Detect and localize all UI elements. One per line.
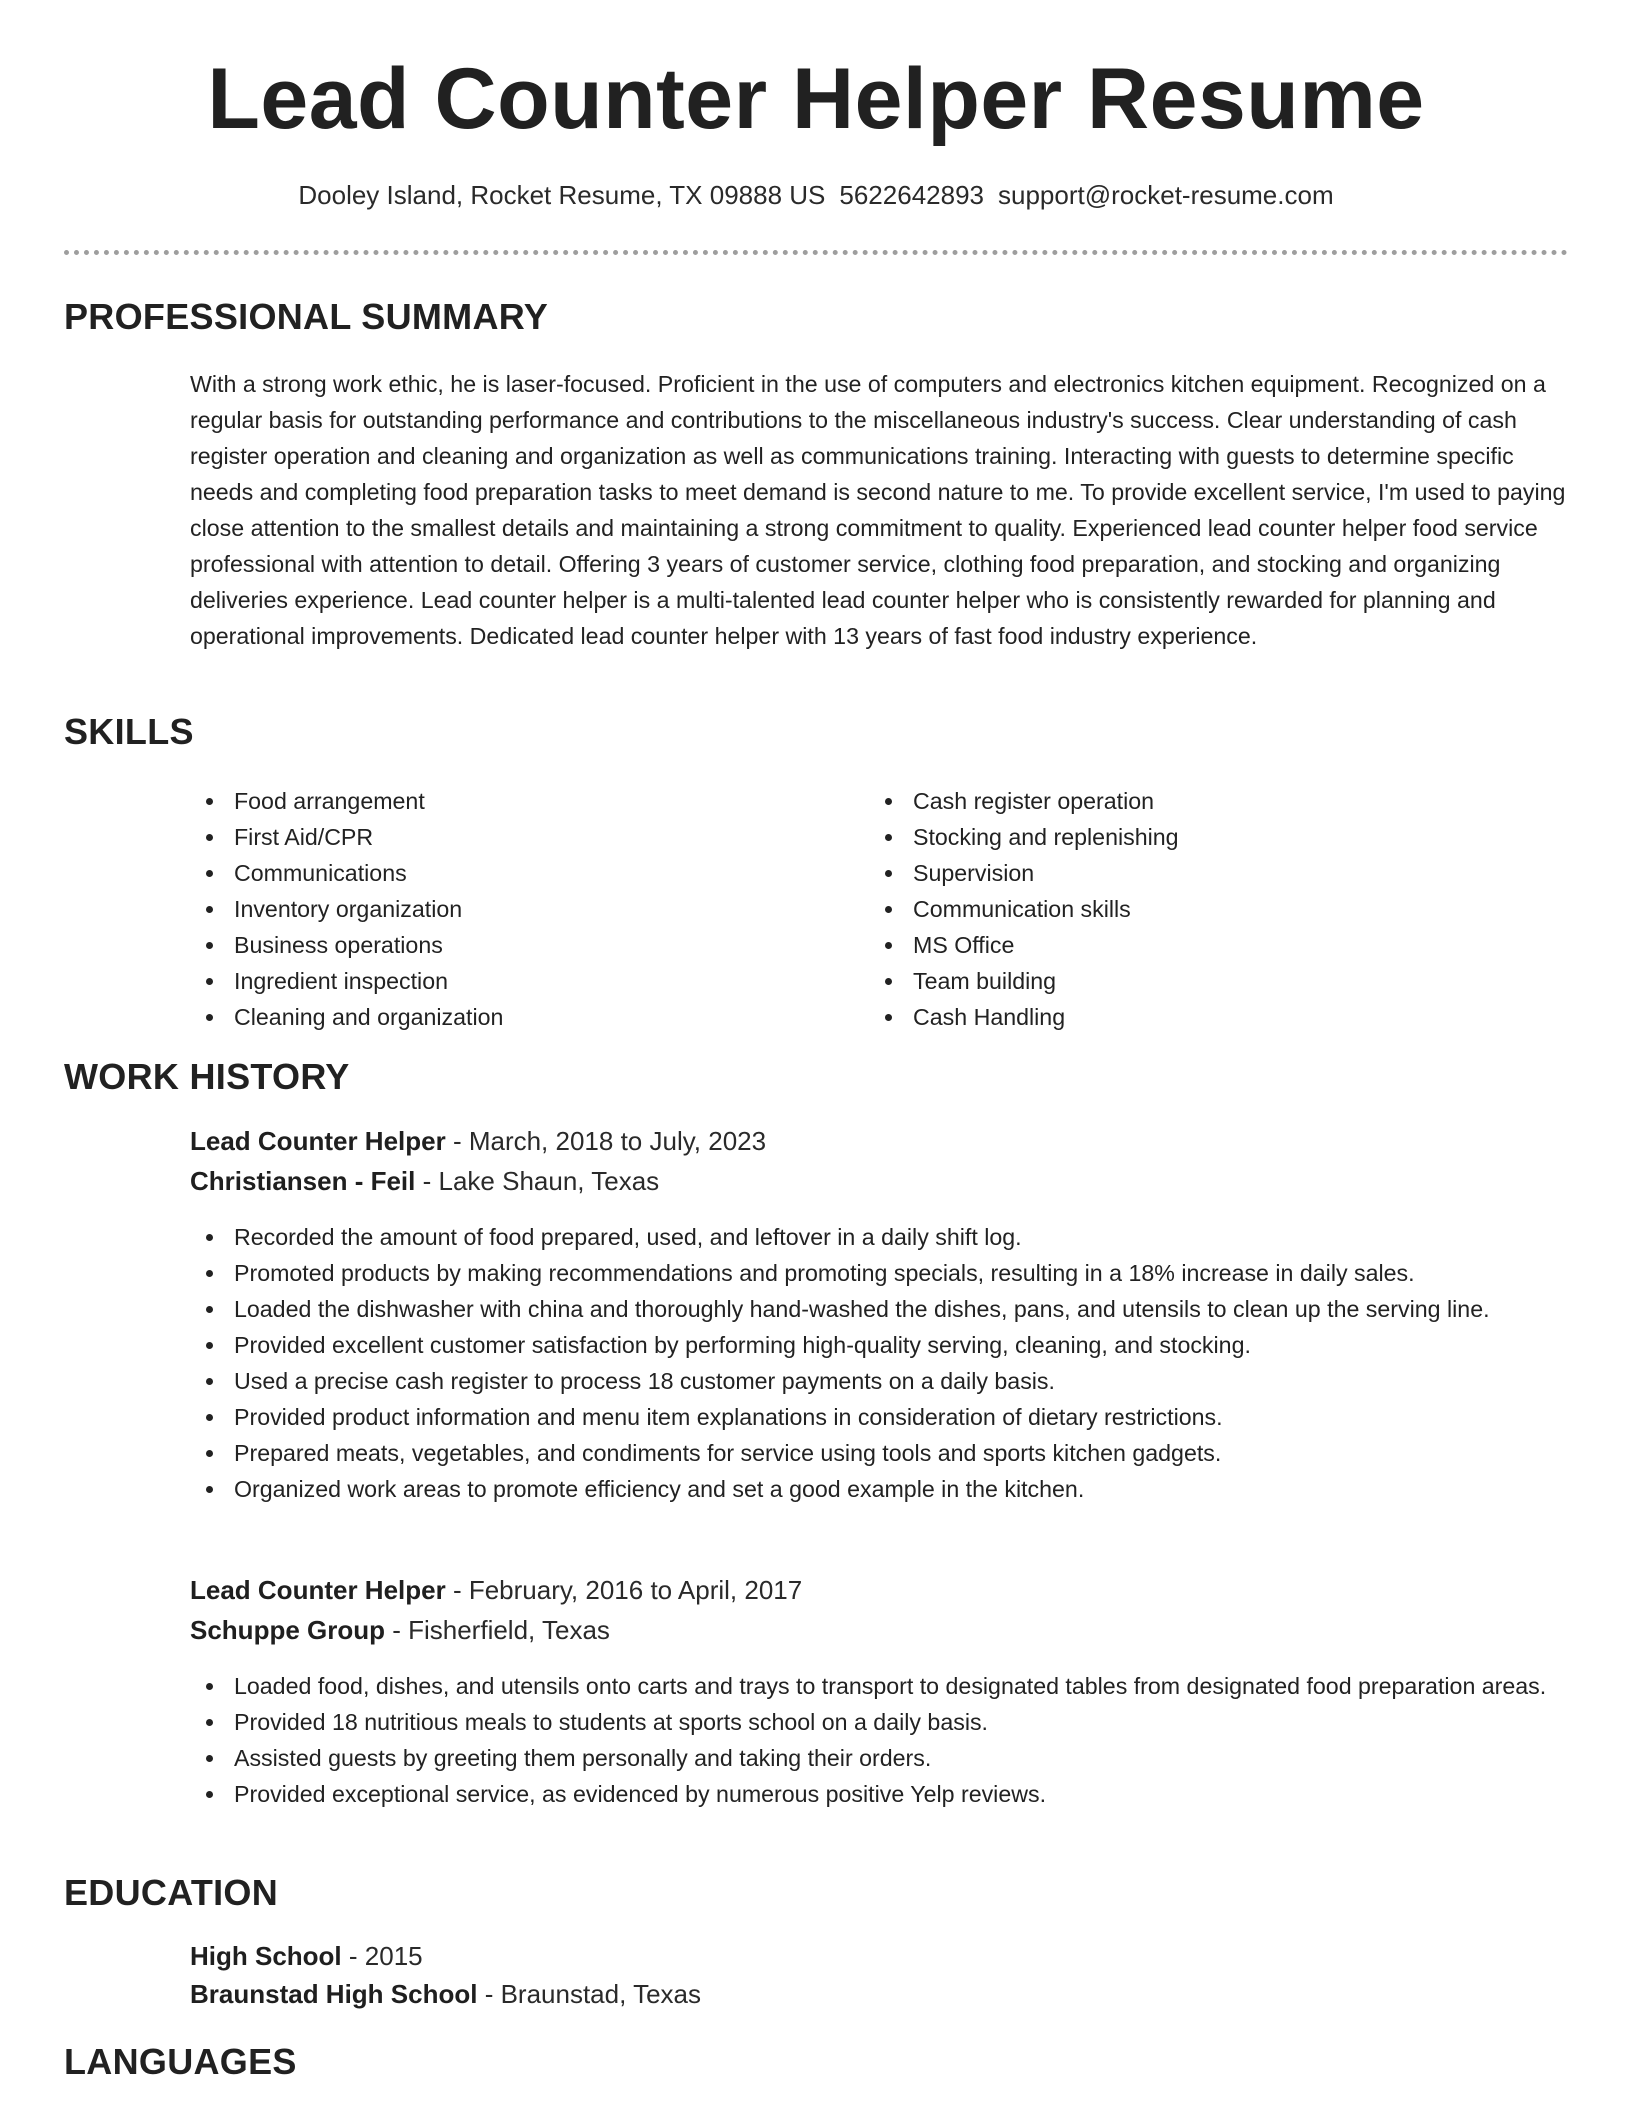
skill-item: Inventory organization	[190, 891, 840, 927]
job-2-bullets	[190, 1668, 1570, 1812]
summary-text: With a strong work ethic, he is laser-focused. Proficient in the use of computers and electronics kitchen equipment. Recognized on a regular basis for outstanding performance and contributions to the miscellaneous industry's success. Clear understanding of cash register operation and cleaning and organization as well as communications training. Interacting with guests to determine specific needs and completing food preparation tasks to meet demand is second nature to me. To provide excellent service, I'm used to paying close attention to the smallest details and maintaining a strong commitment to quality. Experienced lead counter helper food service professional with attention to detail. Offering 3 years of customer service, clothing food preparation, and stocking and organizing deliveries experience. Lead counter helper is a multi-talented lead counter helper who is consistently rewarded for planning and operational improvements. Dedicated lead counter helper with 13 years of fast food industry experience.	[190, 371, 1566, 649]
job-bullet-item: Recorded the amount of food prepared, used, and leftover in a daily shift log.	[190, 1219, 1570, 1255]
section-heading-work-history: WORK HISTORY	[64, 1056, 350, 1097]
job-1-title-line	[190, 1126, 766, 1157]
job-bullet-item: Provided 18 nutritious meals to students at sports school on a daily basis.	[190, 1704, 1570, 1740]
job-2-company-line	[190, 1615, 610, 1646]
job-bullet-item: Loaded food, dishes, and utensils onto carts and trays to transport to designated tables from designated food preparation areas.	[190, 1668, 1570, 1704]
section-heading-languages: LANGUAGES	[64, 2041, 297, 2082]
skill-item: Ingredient inspection	[190, 963, 840, 999]
skills-column-right	[869, 783, 1519, 1035]
section-heading-skills: SKILLS	[64, 711, 194, 752]
skill-item: Communication skills	[869, 891, 1519, 927]
education-degree-line	[190, 1941, 423, 1972]
section-heading-summary: PROFESSIONAL SUMMARY	[64, 296, 549, 337]
job-bullet-item: Used a precise cash register to process 18 customer payments on a daily basis.	[190, 1363, 1570, 1399]
skills-column-left	[190, 783, 840, 1035]
job-bullet-item: Loaded the dishwasher with china and thoroughly hand-washed the dishes, pans, and utensils to clean up the serving line.	[190, 1291, 1570, 1327]
skill-item: Cash register operation	[869, 783, 1519, 819]
job-bullet-item: Provided exceptional service, as evidenced by numerous positive Yelp reviews.	[190, 1776, 1570, 1812]
job-1-company: Christiansen - Feil	[190, 1166, 416, 1196]
job-bullet-item: Provided product information and menu item explanations in consideration of dietary restrictions.	[190, 1399, 1570, 1435]
skill-item: First Aid/CPR	[190, 819, 840, 855]
job-2-title: Lead Counter Helper	[190, 1575, 446, 1605]
job-2-dates: - February, 2016 to April, 2017	[445, 1575, 803, 1605]
section-heading-education: EDUCATION	[64, 1872, 279, 1913]
skill-item: Team building	[869, 963, 1519, 999]
education-year: - 2015	[341, 1941, 423, 1971]
job-1-location: - Lake Shaun, Texas	[415, 1166, 660, 1196]
job-2-location: - Fisherfield, Texas	[385, 1615, 610, 1645]
contact-line	[0, 180, 1632, 211]
skill-item: Cash Handling	[869, 999, 1519, 1035]
job-bullet-item: Organized work areas to promote efficiency and set a good example in the kitchen.	[190, 1471, 1570, 1507]
job-2-company: Schuppe Group	[190, 1615, 385, 1645]
job-1-title: Lead Counter Helper	[190, 1126, 446, 1156]
education-school: Braunstad High School	[190, 1979, 478, 2009]
job-bullet-item: Assisted guests by greeting them personally and taking their orders.	[190, 1740, 1570, 1776]
contact-email: support@rocket-resume.com	[998, 180, 1334, 210]
skill-item: Business operations	[190, 927, 840, 963]
education-location: - Braunstad, Texas	[477, 1979, 701, 2009]
skill-item: Food arrangement	[190, 783, 840, 819]
skill-item: Stocking and replenishing	[869, 819, 1519, 855]
resume-title: Lead Counter Helper Resume	[207, 51, 1425, 147]
skill-item: MS Office	[869, 927, 1519, 963]
skill-item: Cleaning and organization	[190, 999, 840, 1035]
education-school-line	[190, 1979, 701, 2010]
skill-item: Supervision	[869, 855, 1519, 891]
job-bullet-item: Prepared meats, vegetables, and condiments for service using tools and sports kitchen gadgets.	[190, 1435, 1570, 1471]
header-divider	[64, 250, 1568, 255]
contact-address: Dooley Island, Rocket Resume, TX 09888 US	[298, 180, 826, 210]
job-1-dates: - March, 2018 to July, 2023	[445, 1126, 767, 1156]
education-degree: High School	[190, 1941, 342, 1971]
skill-item: Communications	[190, 855, 840, 891]
job-bullet-item: Promoted products by making recommendations and promoting specials, resulting in a 18% increase in daily sales.	[190, 1255, 1570, 1291]
job-2-title-line	[190, 1575, 802, 1606]
job-1-company-line	[190, 1166, 659, 1197]
job-1-bullets	[190, 1219, 1570, 1507]
contact-phone: 5622642893	[839, 180, 984, 210]
job-bullet-item: Provided excellent customer satisfaction by performing high-quality serving, cleaning, and stocking.	[190, 1327, 1570, 1363]
